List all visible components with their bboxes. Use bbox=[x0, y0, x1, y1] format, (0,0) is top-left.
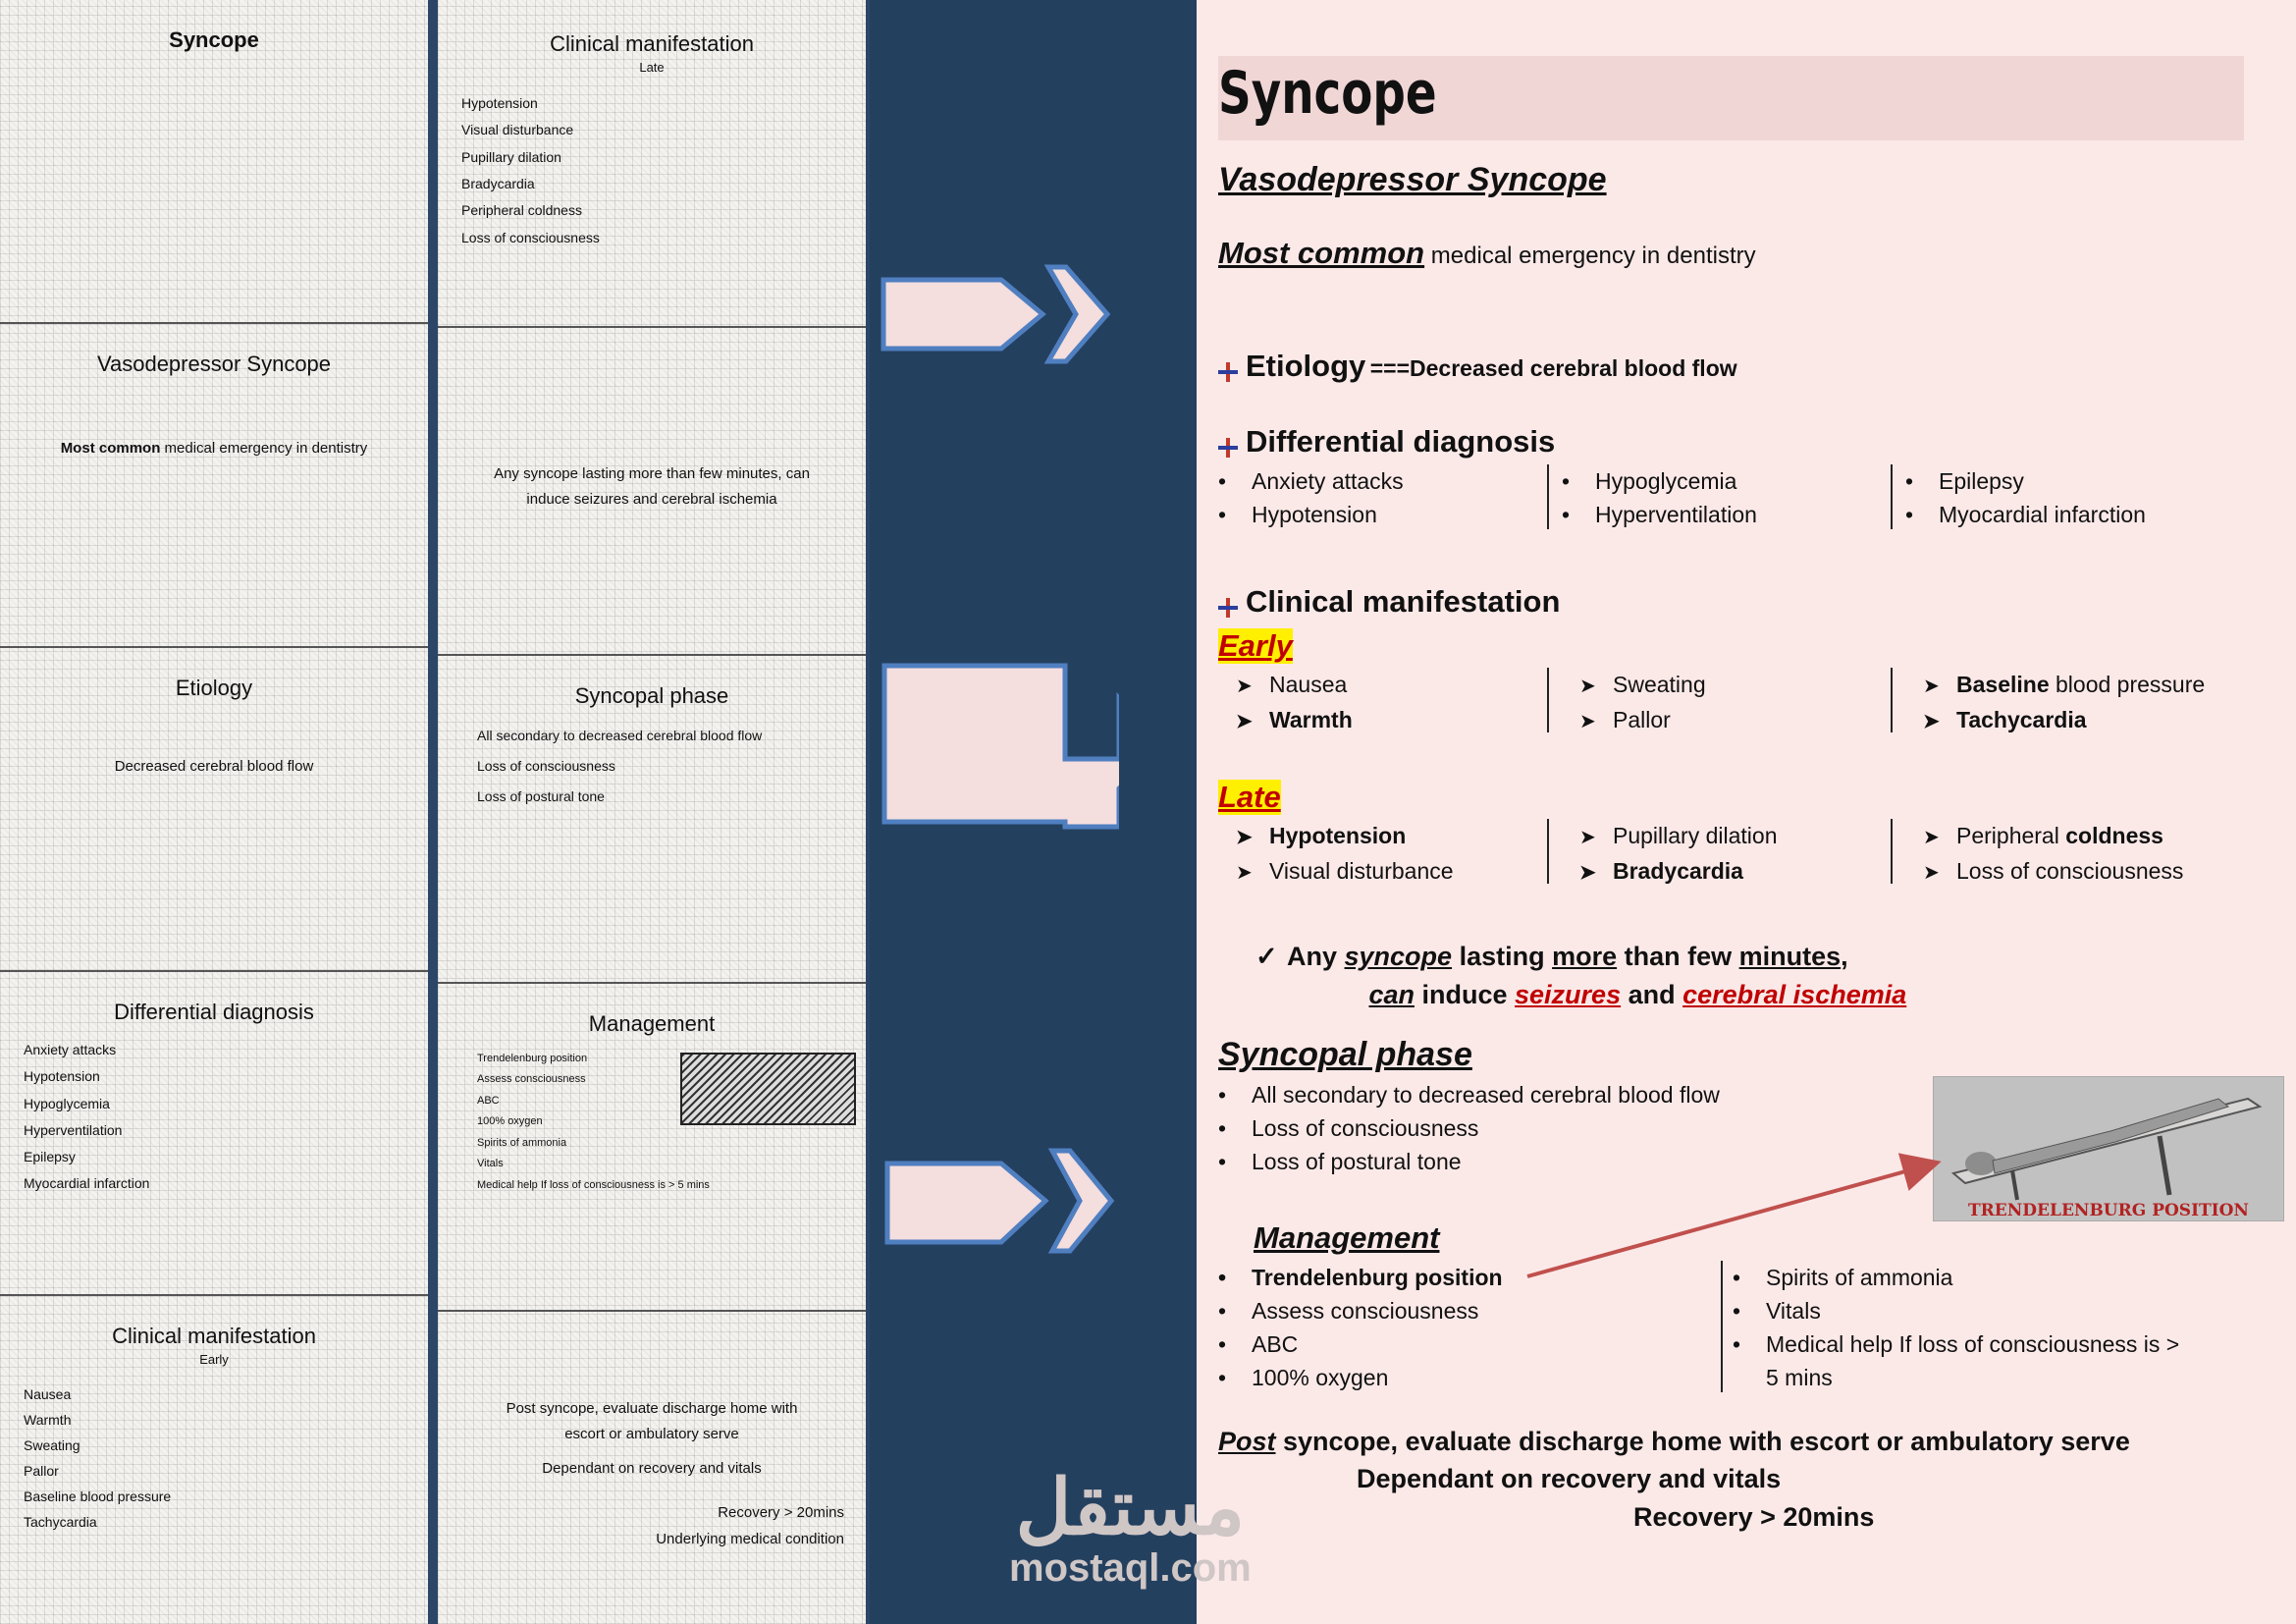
thumb-slide-clinical-late[interactable] bbox=[438, 0, 866, 328]
divider bbox=[1891, 668, 1893, 732]
thumb-title: Clinical manifestation bbox=[112, 1324, 316, 1348]
photo-caption: TRENDELENBURG POSITION bbox=[1968, 1201, 2249, 1220]
early-list-1: ➤ Nausea ➤ Warmth bbox=[1236, 668, 1353, 738]
late-list-2: ➤ Pupillary dilation ➤ Bradycardia bbox=[1579, 819, 1777, 890]
thumb-slide-management[interactable] bbox=[438, 984, 866, 1312]
management-list-2: • Spirits of ammonia • Vitals • Medical help If loss of consciousness is > 5 mins bbox=[1733, 1261, 2179, 1394]
thumb-title: Syncopal phase bbox=[574, 683, 729, 708]
thumb-title: Differential diagnosis bbox=[114, 1000, 314, 1024]
etiology-heading: Etiology ===Decreased cerebral blood flow bbox=[1218, 349, 1737, 384]
trendelenburg-photo bbox=[1933, 1076, 2284, 1221]
connector-arrow-icon bbox=[1522, 1149, 1953, 1286]
plus-bullet-icon bbox=[1218, 598, 1238, 618]
chevron-arrow-icon bbox=[887, 1151, 1111, 1251]
common-line: Most common medical emergency in dentistry bbox=[1218, 236, 1756, 270]
thumb-slide-differential[interactable] bbox=[0, 972, 428, 1296]
early-label: Early bbox=[1218, 628, 1293, 663]
late-list-3: ➤ Peripheral coldness ➤ Loss of consciousness bbox=[1923, 819, 2183, 890]
watermark-arabic: مستقل bbox=[1015, 1464, 1246, 1550]
page-title: Syncope bbox=[1218, 59, 1437, 128]
checkmark-icon: ✓ bbox=[1255, 942, 1278, 971]
plus-bullet-icon bbox=[1218, 362, 1238, 382]
thumb-list: Nausea Warmth Sweating Pallor Baseline blood pressure Tachycardia bbox=[24, 1386, 172, 1530]
syncopal-heading: Syncopal phase bbox=[1218, 1036, 1472, 1073]
clinical-note: ✓ Any syncope lasting more than few minutes, can induce seizures and cerebral ischemia bbox=[1255, 938, 1906, 1014]
thumb-sub: Early bbox=[199, 1352, 229, 1367]
thumb-slide-vasodepressor[interactable] bbox=[0, 324, 428, 648]
diff-list-3: • Epilepsy • Myocardial infarction bbox=[1905, 464, 2146, 531]
thumb-photo bbox=[680, 1053, 856, 1125]
dependant-line: Dependant on recovery and vitals bbox=[1357, 1464, 1782, 1493]
chevron-arrow-icon bbox=[883, 267, 1107, 361]
divider bbox=[1547, 464, 1549, 529]
thumb-title: Clinical manifestation bbox=[550, 31, 754, 56]
watermark bbox=[1009, 1464, 1252, 1590]
thumb-slide-note[interactable] bbox=[438, 328, 866, 656]
subtitle: Vasodepressor Syncope bbox=[1218, 161, 1607, 198]
thumb-title: Etiology bbox=[175, 676, 253, 700]
management-heading: Management bbox=[1254, 1220, 1440, 1255]
thumb-text: Post syncope, evaluate discharge home with escort or ambulatory serve bbox=[506, 1400, 798, 1442]
thumb-list: Trendelenburg position Assess consciousness ABC 100% oxygen Spirits of ammonia Vitals Medical help If loss of consciousness is > 5 mins bbox=[477, 1053, 710, 1191]
thumb-list: Anxiety attacks Hypotension Hypoglycemia Hyperventilation Epilepsy Myocardial infarction bbox=[24, 1042, 150, 1192]
trendelenburg-illustration bbox=[1934, 1077, 2283, 1220]
late-label: Late bbox=[1218, 780, 1281, 814]
late-list-1: ➤ Hypotension ➤ Visual disturbance bbox=[1236, 819, 1454, 890]
recovery-line: Recovery > 20mins bbox=[1633, 1502, 1875, 1532]
watermark-url: mostaql.com bbox=[1009, 1546, 1252, 1590]
column-divider bbox=[428, 0, 438, 1624]
divider bbox=[1547, 668, 1549, 732]
diff-heading: Differential diagnosis bbox=[1218, 424, 1555, 460]
thumb-slide-etiology[interactable] bbox=[0, 648, 428, 972]
block-arrow-icon bbox=[884, 666, 1119, 827]
management-list-1: • Trendelenburg position • Assess consciousness • ABC • 100% oxygen bbox=[1218, 1261, 1503, 1394]
early-list-3: ➤ Baseline blood pressure ➤ Tachycardia bbox=[1923, 668, 2205, 738]
arrows-layer bbox=[874, 255, 1119, 1276]
divider bbox=[1547, 819, 1549, 884]
early-list-2: ➤ Sweating ➤ Pallor bbox=[1579, 668, 1706, 738]
diff-list-2: • Hypoglycemia • Hyperventilation bbox=[1562, 464, 1757, 531]
thumb-text: Recovery > 20mins bbox=[718, 1503, 844, 1521]
thumb-slide-syncopal[interactable] bbox=[438, 656, 866, 984]
thumb-slide-syncope[interactable] bbox=[0, 0, 428, 324]
plus-bullet-icon bbox=[1218, 438, 1238, 458]
thumb-text: Most common medical emergency in dentistry bbox=[60, 440, 368, 457]
clinical-heading: Clinical manifestation bbox=[1218, 584, 1560, 620]
thumb-text: Underlying medical condition bbox=[656, 1530, 844, 1547]
main-slide bbox=[1197, 0, 2296, 1624]
thumb-list: All secondary to decreased cerebral blood flow Loss of consciousness Loss of postural tone bbox=[477, 728, 763, 804]
column-divider bbox=[866, 0, 870, 1624]
post-line: Post syncope, evaluate discharge home with escort or ambulatory serve bbox=[1218, 1427, 2130, 1456]
syncopal-list: • All secondary to decreased cerebral blood flow • Loss of consciousness • Loss of postural tone bbox=[1218, 1078, 1720, 1178]
diff-list-1: • Anxiety attacks • Hypotension bbox=[1218, 464, 1404, 531]
thumbnail-column-2 bbox=[438, 0, 866, 1624]
thumb-title: Management bbox=[588, 1011, 716, 1036]
thumb-sub: Late bbox=[639, 60, 665, 75]
thumb-slide-post[interactable] bbox=[438, 1312, 866, 1624]
thumb-text: Decreased cerebral blood flow bbox=[114, 758, 314, 775]
thumb-list: Hypotension Visual disturbance Pupillary dilation Bradycardia Peripheral coldness Loss of consciousness bbox=[461, 95, 600, 245]
thumb-text: Dependant on recovery and vitals bbox=[542, 1460, 762, 1477]
divider bbox=[1891, 819, 1893, 884]
thumb-title: Syncope bbox=[169, 27, 259, 52]
divider bbox=[1891, 464, 1893, 529]
thumb-title: Vasodepressor Syncope bbox=[96, 352, 332, 376]
thumbnail-column-1 bbox=[0, 0, 428, 1624]
thumb-text: Any syncope lasting more than few minutes, can induce seizures and cerebral ischemia bbox=[494, 465, 810, 508]
thumb-slide-clinical-early[interactable] bbox=[0, 1296, 428, 1624]
